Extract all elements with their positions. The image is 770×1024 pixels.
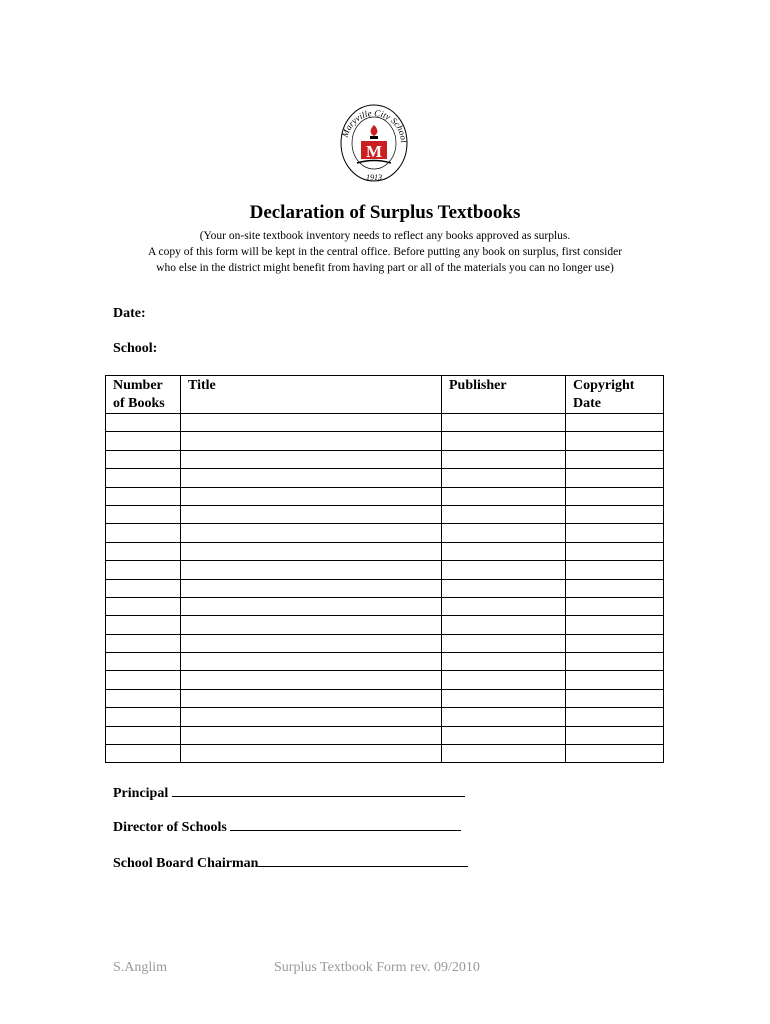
copyright-cell[interactable] xyxy=(566,616,664,634)
table-row xyxy=(106,689,664,707)
table-row xyxy=(106,708,664,726)
title-cell[interactable] xyxy=(181,671,442,689)
footer-author: S.Anglim xyxy=(113,960,168,975)
number-cell[interactable] xyxy=(106,450,181,468)
table-header-row xyxy=(106,376,664,414)
number-cell[interactable] xyxy=(106,542,181,560)
principal-signature-line[interactable] xyxy=(172,785,465,797)
table-row xyxy=(106,634,664,652)
copyright-cell[interactable] xyxy=(566,726,664,744)
publisher-cell[interactable] xyxy=(442,745,566,763)
publisher-cell[interactable] xyxy=(442,597,566,615)
publisher-cell[interactable] xyxy=(442,579,566,597)
table-row xyxy=(106,616,664,634)
intro-line: A copy of this form will be kept in the central office. Before putting any book on surplus, first consider xyxy=(147,246,623,258)
table-row xyxy=(106,414,664,432)
number-cell[interactable] xyxy=(106,671,181,689)
publisher-cell[interactable] xyxy=(442,487,566,505)
table-row xyxy=(106,542,664,560)
title-cell[interactable] xyxy=(181,653,442,671)
title-cell[interactable] xyxy=(181,542,442,560)
table-row xyxy=(106,432,664,450)
copyright-cell[interactable] xyxy=(566,505,664,523)
copyright-cell[interactable] xyxy=(566,469,664,487)
copyright-cell[interactable] xyxy=(566,745,664,763)
textbook-table xyxy=(105,375,664,763)
seal-text: Maryville City School xyxy=(339,107,409,143)
copyright-cell[interactable] xyxy=(566,653,664,671)
svg-text:M: M xyxy=(365,142,383,161)
title-cell[interactable] xyxy=(181,505,442,523)
number-cell[interactable] xyxy=(106,414,181,432)
table-row xyxy=(106,597,664,615)
number-cell[interactable] xyxy=(106,469,181,487)
publisher-cell[interactable] xyxy=(442,708,566,726)
number-cell[interactable] xyxy=(106,634,181,652)
copyright-cell[interactable] xyxy=(566,450,664,468)
copyright-cell[interactable] xyxy=(566,524,664,542)
number-cell[interactable] xyxy=(106,616,181,634)
number-cell[interactable] xyxy=(106,432,181,450)
title-cell[interactable] xyxy=(181,708,442,726)
table-row xyxy=(106,450,664,468)
number-cell[interactable] xyxy=(106,689,181,707)
title-cell[interactable] xyxy=(181,561,442,579)
principal-signature xyxy=(113,785,465,802)
number-cell[interactable] xyxy=(106,487,181,505)
director-label: Director of Schools xyxy=(113,820,227,835)
publisher-cell[interactable] xyxy=(442,432,566,450)
copyright-cell[interactable] xyxy=(566,432,664,450)
principal-label: Principal xyxy=(113,786,169,801)
copyright-cell[interactable] xyxy=(566,708,664,726)
table-row xyxy=(106,579,664,597)
table-row xyxy=(106,524,664,542)
publisher-cell[interactable] xyxy=(442,689,566,707)
copyright-cell[interactable] xyxy=(566,542,664,560)
table-row xyxy=(106,487,664,505)
intro-line: (Your on-site textbook inventory needs to reflect any books approved as surplus. xyxy=(199,230,571,242)
copyright-cell[interactable] xyxy=(566,414,664,432)
title-cell[interactable] xyxy=(181,689,442,707)
publisher-cell[interactable] xyxy=(442,653,566,671)
publisher-cell[interactable] xyxy=(442,524,566,542)
table-row xyxy=(106,671,664,689)
title-cell[interactable] xyxy=(181,487,442,505)
date-field-label: Date: xyxy=(113,306,146,321)
number-cell[interactable] xyxy=(106,579,181,597)
title-cell[interactable] xyxy=(181,745,442,763)
publisher-cell[interactable] xyxy=(442,634,566,652)
publisher-cell[interactable] xyxy=(442,450,566,468)
number-cell[interactable] xyxy=(106,708,181,726)
copyright-date-header: Copyright Date xyxy=(566,376,664,414)
publisher-cell[interactable] xyxy=(442,671,566,689)
title-cell[interactable] xyxy=(181,579,442,597)
number-cell[interactable] xyxy=(106,505,181,523)
number-cell[interactable] xyxy=(106,597,181,615)
copyright-cell[interactable] xyxy=(566,579,664,597)
publisher-cell[interactable] xyxy=(442,616,566,634)
publisher-cell[interactable] xyxy=(442,561,566,579)
publisher-cell[interactable] xyxy=(442,542,566,560)
copyright-cell[interactable] xyxy=(566,671,664,689)
maryville-city-schools-seal-logo xyxy=(339,103,409,188)
number-cell[interactable] xyxy=(106,524,181,542)
title-header: Title xyxy=(181,376,442,414)
copyright-cell[interactable] xyxy=(566,689,664,707)
number-cell[interactable] xyxy=(106,653,181,671)
title-cell[interactable] xyxy=(181,524,442,542)
flame-icon xyxy=(371,125,378,136)
table-row xyxy=(106,726,664,744)
publisher-header: Publisher xyxy=(442,376,566,414)
chairman-label: School Board Chairman xyxy=(113,856,259,871)
number-cell[interactable] xyxy=(106,726,181,744)
page-title: Declaration of Surplus Textbooks xyxy=(249,202,521,223)
school-field-label: School: xyxy=(113,341,158,356)
copyright-cell[interactable] xyxy=(566,487,664,505)
director-signature-line[interactable] xyxy=(230,819,461,831)
chairman-signature xyxy=(113,855,468,872)
copyright-cell[interactable] xyxy=(566,597,664,615)
svg-text:1913: 1913 xyxy=(366,173,382,182)
title-cell[interactable] xyxy=(181,726,442,744)
table-row xyxy=(106,653,664,671)
publisher-cell[interactable] xyxy=(442,414,566,432)
number-of-books-header: Number of Books xyxy=(106,376,181,414)
footer-form-revision: Surplus Textbook Form rev. 09/2010 xyxy=(274,960,480,975)
title-cell[interactable] xyxy=(181,469,442,487)
publisher-cell[interactable] xyxy=(442,505,566,523)
table-row xyxy=(106,469,664,487)
intro-text xyxy=(0,228,770,276)
title-cell[interactable] xyxy=(181,634,442,652)
number-cell[interactable] xyxy=(106,561,181,579)
title-cell[interactable] xyxy=(181,597,442,615)
title-cell[interactable] xyxy=(181,450,442,468)
table-row xyxy=(106,745,664,763)
intro-line: who else in the district might benefit from having part or all of the materials you can no longer use) xyxy=(156,262,614,274)
copyright-cell[interactable] xyxy=(566,561,664,579)
director-signature xyxy=(113,819,461,836)
publisher-cell[interactable] xyxy=(442,469,566,487)
table-row xyxy=(106,505,664,523)
title-cell[interactable] xyxy=(181,432,442,450)
publisher-cell[interactable] xyxy=(442,726,566,744)
title-cell[interactable] xyxy=(181,616,442,634)
chairman-signature-line[interactable] xyxy=(258,855,468,867)
number-cell[interactable] xyxy=(106,745,181,763)
table-row xyxy=(106,561,664,579)
title-cell[interactable] xyxy=(181,414,442,432)
copyright-cell[interactable] xyxy=(566,634,664,652)
